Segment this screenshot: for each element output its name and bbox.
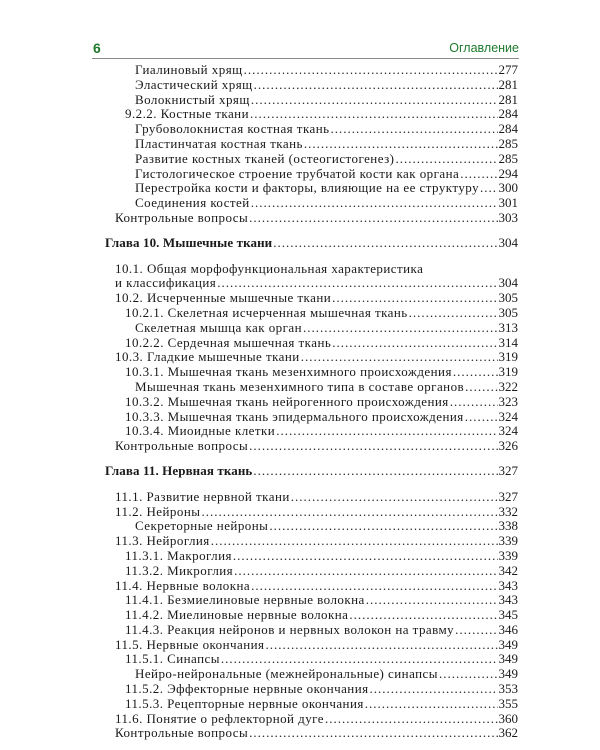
toc-entry-page: 285	[498, 135, 518, 151]
dot-leader	[211, 534, 498, 549]
toc-entry-page: 305	[498, 304, 518, 320]
toc-entry[interactable]	[92, 697, 518, 712]
toc-entry[interactable]	[92, 167, 518, 182]
toc-entry[interactable]	[92, 276, 518, 291]
toc-entry[interactable]	[92, 410, 518, 425]
dot-leader	[332, 291, 497, 306]
toc-entry-page: 342	[498, 562, 518, 578]
toc-entry[interactable]	[92, 211, 518, 226]
toc-entry-title: 11.5.2. Эффекторные нервные окончания	[125, 681, 369, 697]
toc-entry[interactable]	[92, 122, 518, 137]
toc-entry-title: 10.3.2. Мышечная ткань нейрогенного происхождения	[125, 393, 449, 409]
dot-leader	[221, 652, 498, 667]
toc-entry-title: 11.4.2. Миелиновые нервные волокна	[125, 607, 349, 623]
toc-entry[interactable]	[92, 579, 518, 594]
toc-entry[interactable]	[92, 608, 518, 623]
toc-entry-title: 10.2.2. Сердечная мышечная ткань	[125, 334, 332, 350]
dot-leader	[409, 306, 498, 321]
toc-entry-page: 323	[498, 393, 518, 409]
dot-leader	[303, 321, 497, 336]
dot-leader	[251, 93, 498, 108]
toc-entry-title: Глава 10. Мышечные ткани	[105, 235, 273, 251]
toc-entry-title: Контрольные вопросы	[115, 209, 249, 225]
toc-entry-page: 324	[498, 408, 518, 424]
toc-entry-title: Мышечная ткань мезенхимного типа в составе органов	[135, 378, 465, 394]
toc-entry-title: 10.3.3. Мышечная ткань эпидермального происхождения	[125, 408, 464, 424]
toc-entry-page: 355	[498, 695, 518, 711]
dot-leader	[455, 623, 497, 638]
toc-entry-page: 338	[498, 518, 518, 534]
dot-leader	[253, 464, 497, 479]
dot-leader	[439, 667, 498, 682]
toc-entry-title: Перестройка кости и факторы, влияющие на ее структуру	[135, 180, 480, 196]
toc-entry-title: Грубоволокнистая костная ткань	[135, 121, 330, 137]
toc-entry-page: 327	[498, 488, 518, 504]
toc-entry-title: Гиалиновый хрящ	[135, 62, 243, 77]
toc-entry-page: 301	[498, 195, 518, 211]
dot-leader	[201, 505, 497, 520]
toc-entry-title: Эластический хрящ	[135, 76, 253, 92]
toc-entry[interactable]	[92, 667, 518, 682]
toc-entry-page: 303	[498, 209, 518, 225]
toc-entry-title: 11.4.1. Безмиелиновые нервные волокна	[125, 592, 365, 608]
dot-leader	[366, 593, 498, 608]
toc-entry[interactable]	[92, 196, 518, 211]
toc-entry[interactable]	[92, 93, 518, 108]
toc-entry-page: 343	[498, 577, 518, 593]
toc-entry[interactable]	[92, 549, 518, 564]
toc-entry-page: 284	[498, 121, 518, 137]
dot-leader	[251, 196, 498, 211]
toc-entry-page: 304	[498, 275, 518, 291]
toc-entry[interactable]	[92, 505, 518, 520]
dot-leader	[480, 181, 497, 196]
dot-leader	[233, 549, 498, 564]
toc-entry[interactable]	[92, 152, 518, 167]
toc-entry[interactable]	[92, 350, 518, 365]
toc-entry[interactable]	[92, 63, 518, 78]
toc-entry-title: Волокнистый хрящ	[135, 91, 250, 107]
dot-leader	[450, 395, 498, 410]
toc-entry-page: 349	[498, 651, 518, 667]
toc-entry-title: 10.2. Исчерченные мышечные ткани	[115, 290, 332, 306]
dot-leader	[250, 107, 498, 122]
page-number: 6	[93, 40, 101, 56]
page-header	[92, 38, 519, 59]
toc-entry-title: 11.5. Нервные окончания	[115, 636, 265, 652]
toc-entry[interactable]	[92, 306, 518, 321]
toc-entry-page: 349	[498, 636, 518, 652]
toc-entry-title: и классификация	[115, 275, 217, 291]
toc-entry-page: 322	[498, 378, 518, 394]
toc-entry-title: Гистологическое строение трубчатой кости как органа	[135, 165, 460, 181]
toc-entry-title: 11.4.3. Реакция нейронов и нервных волокон на травму	[125, 621, 455, 637]
running-title: Оглавление	[449, 41, 519, 55]
toc-entry-title: 11.3.2. Микроглия	[125, 562, 234, 578]
toc-entry[interactable]	[92, 712, 518, 727]
toc-entry[interactable]	[92, 291, 518, 306]
toc-entry[interactable]	[92, 395, 518, 410]
toc-entry-title: Развитие костных тканей (остеогистогенез)	[135, 150, 395, 166]
toc-entry-page: 360	[498, 710, 518, 726]
toc-entry[interactable]	[92, 181, 518, 196]
toc-entry[interactable]	[92, 137, 518, 152]
toc-entry-page: 332	[498, 503, 518, 519]
toc-entry-page: 285	[498, 150, 518, 166]
dot-leader	[460, 167, 497, 182]
dot-leader	[331, 122, 498, 137]
toc-entry[interactable]	[92, 726, 518, 741]
dot-leader	[217, 276, 497, 291]
dot-leader	[291, 490, 498, 505]
toc-entry-page: 300	[498, 180, 518, 196]
dot-leader	[244, 63, 498, 78]
toc-entry[interactable]	[92, 638, 518, 653]
dot-leader	[370, 682, 498, 697]
toc-entry-title: 11.4. Нервные волокна	[115, 577, 251, 593]
toc-entry-title: Контрольные вопросы	[115, 725, 249, 741]
dot-leader	[453, 365, 498, 380]
toc-entry-page: 305	[498, 290, 518, 306]
toc-entry[interactable]	[92, 380, 518, 395]
toc-entry-title: 11.5.1. Синапсы	[125, 651, 220, 667]
dot-leader	[251, 579, 497, 594]
dot-leader	[325, 712, 498, 727]
toc-entry-page: 281	[498, 91, 518, 107]
toc-entry-page: 327	[498, 463, 518, 479]
table-of-contents	[92, 63, 518, 741]
toc-entry-page: 324	[498, 423, 518, 439]
toc-entry-page: 284	[498, 106, 518, 122]
dot-leader	[254, 78, 498, 93]
toc-entry-page: 313	[498, 319, 518, 335]
dot-leader	[249, 439, 497, 454]
toc-entry-page: 319	[498, 364, 518, 380]
toc-entry-title: Нейро-нейрональные (межнейрональные) синапсы	[135, 666, 438, 682]
toc-chapter-entry[interactable]	[92, 236, 518, 251]
toc-entry-title: 10.3.4. Миоидные клетки	[125, 423, 276, 439]
toc-entry[interactable]	[92, 107, 518, 122]
toc-entry-page: 343	[498, 592, 518, 608]
toc-entry-title: 11.5.3. Рецепторные нервные окончания	[125, 695, 364, 711]
toc-entry-page: 339	[498, 533, 518, 549]
toc-entry-title: Секреторные нейроны	[135, 518, 269, 534]
dot-leader	[265, 638, 497, 653]
toc-entry-page: 277	[498, 62, 518, 77]
toc-entry-page: 294	[498, 165, 518, 181]
toc-entry[interactable]	[92, 623, 518, 638]
toc-entry[interactable]	[92, 78, 518, 93]
dot-leader	[349, 608, 497, 623]
toc-entry-title: Контрольные вопросы	[115, 438, 249, 454]
toc-entry-title: Глава 11. Нервная ткань	[105, 463, 253, 479]
dot-leader	[301, 350, 498, 365]
toc-entry[interactable]	[92, 534, 518, 549]
dot-leader	[465, 380, 497, 395]
toc-entry-page: 281	[498, 76, 518, 92]
toc-entry-title: 10.2.1. Скелетная исчерченная мышечная ткань	[125, 304, 408, 320]
toc-entry[interactable]	[92, 652, 518, 667]
toc-entry[interactable]	[92, 365, 518, 380]
toc-entry-title: 11.6. Понятие о рефлекторной дуге	[115, 710, 324, 726]
toc-entry-title: 10.1. Общая морфофункциональная характеристика	[115, 260, 424, 276]
toc-entry[interactable]	[92, 564, 518, 579]
toc-entry-page: 314	[498, 334, 518, 350]
toc-entry[interactable]	[92, 336, 518, 351]
toc-entry[interactable]	[92, 439, 518, 454]
toc-entry-title: 11.1. Развитие нервной ткани	[115, 488, 290, 504]
toc-entry-title: 10.3.1. Мышечная ткань мезенхимного происхождения	[125, 364, 452, 380]
dot-leader	[249, 211, 497, 226]
toc-entry-title: 11.2. Нейроны	[115, 503, 201, 519]
toc-entry-page: 362	[498, 725, 518, 741]
toc-entry-page: 339	[498, 547, 518, 563]
toc-entry-page: 304	[498, 235, 518, 251]
toc-entry[interactable]	[92, 519, 518, 534]
dot-leader	[304, 137, 498, 152]
toc-entry[interactable]	[92, 490, 518, 505]
toc-entry-page: 353	[498, 681, 518, 697]
toc-entry-page: 326	[498, 438, 518, 454]
toc-entry-page: 346	[498, 621, 518, 637]
toc-entry-title: 10.3. Гладкие мышечные ткани	[115, 349, 300, 365]
toc-entry-title: Соединения костей	[135, 195, 250, 211]
toc-entry[interactable]	[92, 424, 518, 439]
toc-entry-title: Скелетная мышца как орган	[135, 319, 303, 335]
toc-entry[interactable]	[92, 682, 518, 697]
toc-chapter-entry[interactable]	[92, 464, 518, 479]
dot-leader	[365, 697, 498, 712]
dot-leader	[249, 726, 497, 741]
toc-entry[interactable]	[92, 593, 518, 608]
toc-entry-page: 319	[498, 349, 518, 365]
dot-leader	[395, 152, 497, 167]
dot-leader	[269, 519, 497, 534]
toc-entry-page: 349	[498, 666, 518, 682]
toc-entry-title: 11.3.1. Макроглия	[125, 547, 232, 563]
dot-leader	[273, 236, 497, 251]
toc-entry-page: 345	[498, 607, 518, 623]
dot-leader	[234, 564, 497, 579]
dot-leader	[332, 336, 497, 351]
toc-entry-title: 11.3. Нейроглия	[115, 533, 210, 549]
dot-leader	[276, 424, 497, 439]
toc-entry-title: Пластинчатая костная ткань	[135, 135, 303, 151]
toc-entry[interactable]	[92, 321, 518, 336]
dot-leader	[465, 410, 498, 425]
toc-entry-title: 9.2.2. Костные ткани	[125, 106, 249, 122]
toc-entry[interactable]	[92, 262, 518, 277]
